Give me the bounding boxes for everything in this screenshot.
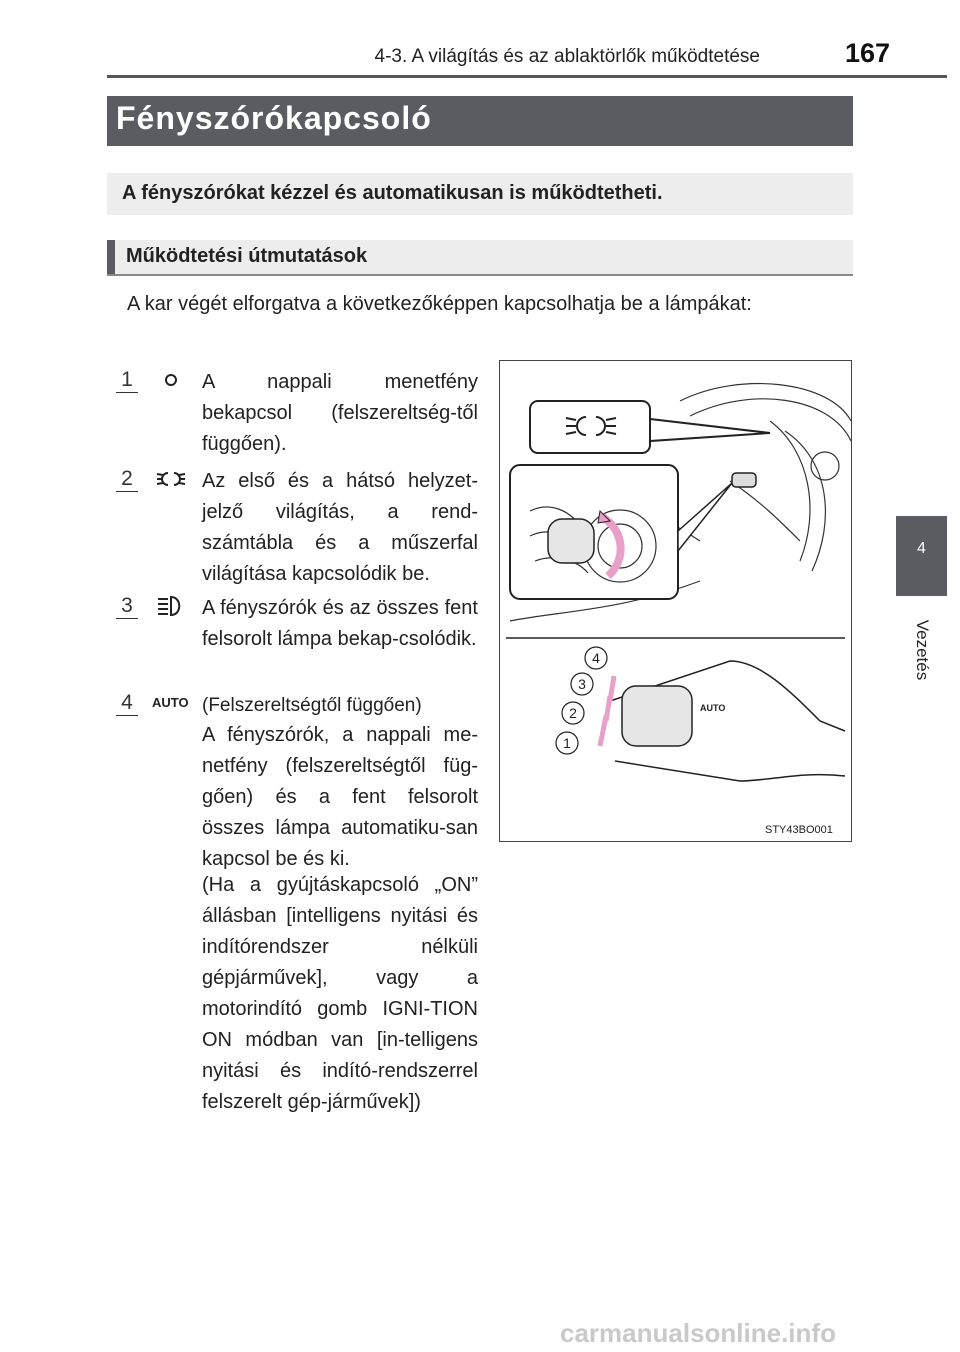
header-rule — [107, 75, 947, 78]
subheading-marker — [107, 240, 115, 274]
running-header-section: 4-3. A világítás és az ablaktörlők működtetése — [374, 46, 760, 67]
page-number: 167 — [844, 38, 890, 68]
chapter-label-text: Vezetés — [913, 619, 932, 681]
footer-watermark: carmanualsonline.info — [560, 1318, 836, 1348]
intro-text: A fényszórókat kézzel és automatikusan is működtetheti. — [122, 182, 663, 204]
item-text-4: A fényszórók, a nappali me-netfény (felszereltségtől füg-gően) és a fent felsorolt összes lámpa automatiku-san kapcsol be és ki. — [202, 724, 478, 870]
chapter-number: 4 — [917, 540, 926, 557]
auto-icon: AUTO — [152, 695, 189, 710]
subheading-rule — [107, 274, 853, 276]
light-switch-figure — [499, 360, 852, 842]
item-number-4: 4 — [114, 690, 140, 716]
drl-circle-icon — [154, 367, 188, 393]
item-text-1: A nappali menetfény bekapcsol (felszereltség-től függően). — [202, 371, 478, 455]
item-condition-4: (Felszereltségtől függően) — [202, 695, 422, 716]
figure-callout-3: 3 — [578, 676, 586, 692]
item-text-3: A fényszórók és az összes fent felsorolt lámpa bekap-csolódik. — [202, 597, 478, 650]
page-title: Fényszórókapcsoló — [116, 100, 432, 136]
chapter-label — [902, 610, 942, 690]
lead-paragraph: A kar végét elforgatva a következőképpen kapcsolhatja be a lámpákat: — [127, 293, 752, 315]
figure-callout-4: 4 — [592, 650, 600, 666]
switch-auto-label: AUTO — [700, 703, 726, 713]
item-text-2: Az első és a hátsó helyzet-jelző világítás, a rend-számtábla és a műszerfal világítása kapcsolódik be. — [202, 470, 478, 585]
item-number-2: 2 — [114, 466, 140, 492]
figure-code: STY43BO001 — [765, 824, 833, 836]
figure-callout-1: 1 — [563, 735, 571, 751]
parking-light-icon — [154, 466, 188, 492]
headlight-icon — [154, 593, 188, 619]
subheading: Működtetési útmutatások — [126, 245, 368, 267]
item-note-4: (Ha a gyújtáskapcsoló „ON” állásban [intelligens nyitási és indítórendszer nélküli gépjárművek], vagy a motorindító gomb IGNI-TION ON módban van [in-telligens nyitási és indító-rendszerrel felszerelt gép-járművek]) — [202, 874, 478, 1113]
figure-callout-2: 2 — [569, 705, 577, 721]
item-number-3: 3 — [114, 593, 140, 619]
light-switch-illustration — [500, 361, 851, 841]
item-number-1: 1 — [114, 367, 140, 393]
